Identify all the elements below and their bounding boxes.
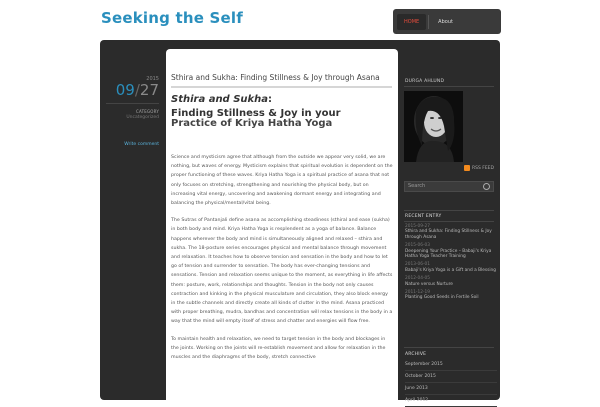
- sidebar: [398, 40, 500, 403]
- divider: [404, 221, 494, 222]
- paragraph: The Sutras of Pantanjali define asana as accomplishing steadiness (sthiral and ease (sukha) in both body and mind. Kriya Hatha Yoga is resplendent as a yoga of balance. Balance happens wherever the body and mind is simultaneously aligned and relaxed – sthira and sukha. The 18-posture series encourages physical and mental balance through movement and relaxation. It teaches how to observe tension and sensation in the body and how to let go of tension and surrender to sensation. The body has ever-changing tensions and sensations. Tension and relaxation seems unique to the moment, as everything in life affects them: posture, work, relationships and thoughts. Tension in the body not only causes contraction and kinking in the physical musculature and circulation, they also block energy in the subtle channels and directly create all kinds of clutter in the mind. Asana practiced with proper breathing, mudra, bandhas and concentration will relax tensions in the body in a way that the mind will empty itself of stress and chatter and energies will flow free.: [171, 218, 393, 325]
- recent-entry-heading: RECENT ENTRY: [405, 214, 442, 219]
- rss-label: RSS FEED: [471, 165, 494, 171]
- post-title[interactable]: Sthira and Sukha: Finding Stillness & Joy through Asana: [171, 73, 380, 82]
- category-link[interactable]: Uncategorized: [126, 115, 159, 120]
- post-meta: [100, 40, 164, 400]
- archive-heading: ARCHIVE: [405, 352, 427, 357]
- list-item[interactable]: 2012-04-05 Nature versus Nurture: [405, 276, 453, 287]
- search-input[interactable]: [404, 181, 494, 192]
- paragraph: To maintain health and relaxation, we need to target tension in the body and blockages in the joints. Working on the joints will re-establish movement and allow for relaxation in the muscles and the diaphragms of the body, stretch connective: [171, 336, 386, 361]
- list-item[interactable]: 2013-06-01 Babaji's Kriya Yoga is a Gift and a Blessing: [405, 262, 497, 273]
- author-photo: [404, 91, 463, 162]
- list-item[interactable]: 2015-09-27 Sthira and Sukha: Finding Stillness & Joy through Asana: [405, 224, 492, 240]
- post-heading-line2: Practice of Kriya Hatha Yoga: [171, 118, 333, 129]
- date-separator: /: [134, 81, 140, 99]
- archive-item[interactable]: September 2015: [405, 359, 497, 371]
- post-date: [116, 81, 159, 99]
- divider: [404, 210, 494, 211]
- write-comment-link[interactable]: Write comment: [124, 142, 159, 147]
- archive-item[interactable]: June 2013: [405, 383, 497, 395]
- post-year: 2015: [146, 76, 159, 82]
- author-portrait-icon: [404, 91, 463, 162]
- list-item[interactable]: 2011-12-19 Planting Good Seeds in Fertile Soil: [405, 290, 479, 301]
- category-label: CATEGORY: [135, 109, 159, 114]
- post-article: [166, 49, 398, 401]
- archive-item[interactable]: October 2015: [405, 371, 497, 383]
- search-placeholder: Search: [408, 183, 426, 189]
- divider: [404, 86, 494, 87]
- list-item[interactable]: 2015-06-03 Deepening Your Practice – Babaji's Kriya Hatha Yoga Teacher Training: [405, 243, 492, 260]
- divider: [404, 347, 494, 348]
- nav-home[interactable]: HOME: [397, 14, 426, 30]
- post-heading-italic: Sthira and Sukha:: [171, 94, 273, 105]
- post-body: [171, 153, 393, 370]
- post-month: 09: [115, 81, 135, 99]
- author-name: DURGA AHLUND: [405, 79, 445, 84]
- top-nav: [393, 9, 501, 34]
- nav-divider: [428, 15, 429, 29]
- recent-entry-list: [405, 224, 497, 304]
- post-heading-line1: Finding Stillness & Joy in your: [171, 108, 341, 119]
- search-icon[interactable]: [483, 183, 490, 190]
- site-title[interactable]: Seeking the Self: [101, 9, 243, 27]
- nav-about[interactable]: About: [438, 18, 453, 25]
- archive-item[interactable]: April 2012: [405, 395, 497, 407]
- divider: [171, 86, 392, 88]
- divider: [106, 103, 159, 104]
- rss-icon: [464, 165, 470, 171]
- paragraph: Science and mysticism agree that although from the outside we appear very solid, we are nothing, but waves of energy. Mysticism explains that spiritual evolution is dependent on the proper functioning of these waves. Kriya Hatha Yoga is a spiritual practice of asana that not only focuses on stretching, strengthening and nourishing the physical body, but on increasing vital energy, uncovering and awakening dormant energy and integrating and balancing the physical/mental/vital being.: [171, 155, 393, 207]
- post-day: 27: [139, 81, 159, 99]
- rss-feed-link[interactable]: [464, 165, 494, 171]
